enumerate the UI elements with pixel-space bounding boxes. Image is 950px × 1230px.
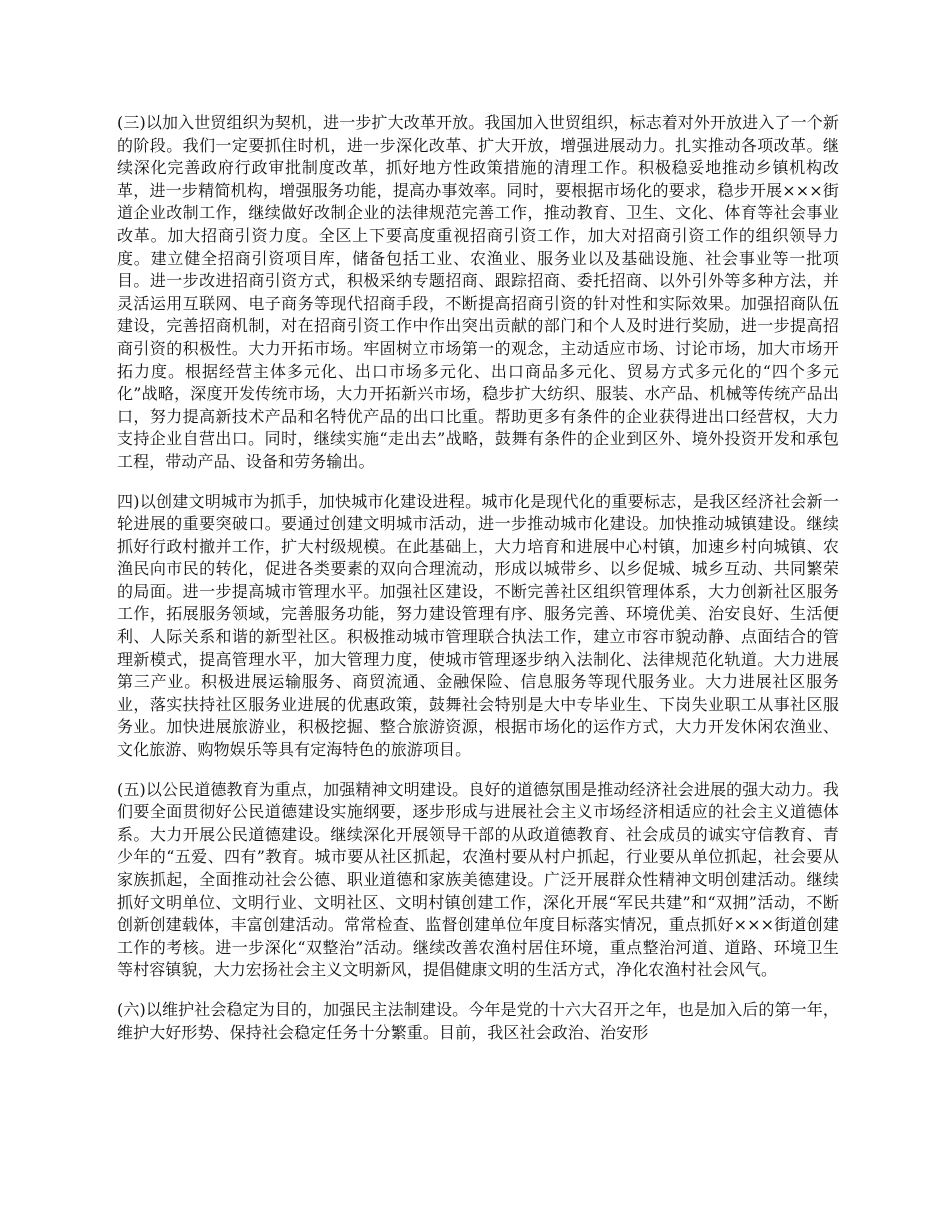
document-body [117,112,839,1061]
paragraph-section-4: 四)以创建文明城市为抓手，加快城市化建设进程。城市化是现代化的重要标志，是我区经济社会新一轮进展的重要突破口。要通过创建文明城市活动，进一步推动城市化建设。加快推动城镇建设。继续抓好行政村撤并工作，扩大村级规模。在此基础上，大力培育和进展中心村镇，加速乡村向城镇、农渔民向市民的转化，促进各类要素的双向合理流动，形成以城带乡、以乡促城、城乡互动、共同繁荣的局面。进一步提高城市管理水平。加强社区建设，不断完善社区组织管理体系，大力创新社区服务工作，拓展服务领域，完善服务功能，努力建设管理有序、服务完善、环境优美、治安良好、生活便利、人际关系和谐的新型社区。积极推动城市管理联合执法工作，建立市容市貌动静、点面结合的管理新模式，提高管理水平，加大管理力度，使城市管理逐步纳入法制化、法律规范化轨道。大力进展第三产业。积极进展运输服务、商贸流通、金融保险、信息服务等现代服务业。大力进展社区服务业，落实扶持社区服务业进展的优惠政策，鼓舞社会特别是大中专毕业生、下岗失业职工从事社区服务业。加快进展旅游业，积极挖掘、整合旅游资源，根据市场化的运作方式，大力开发休闲农渔业、文化旅游、购物娱乐等具有定海特色的旅游项目。 [117,491,839,760]
paragraph-section-3: (三)以加入世贸组织为契机，进一步扩大改革开放。我国加入世贸组织，标志着对外开放进入了一个新的阶段。我们一定要抓住时机，进一步深化改革、扩大开放，增强进展动力。扎实推动各项改革。继续深化完善政府行政审批制度改革，抓好地方性政策措施的清理工作。积极稳妥地推动乡镇机构改革，进一步精简机构，增强服务功能，提高办事效率。同时，要根据市场化的要求，稳步开展×××街道企业改制工作，继续做好改制企业的法律规范完善工作，推动教育、卫生、文化、体育等社会事业改革。加大招商引资力度。全区上下要高度重视招商引资工作，加大对招商引资工作的组织领导力度。建立健全招商引资项目库，储备包括工业、农渔业、服务业以及基础设施、社会事业等一批项目。进一步改进招商引资方式，积极采纳专题招商、跟踪招商、委托招商、以外引外等多种方法，并灵活运用互联网、电子商务等现代招商手段，不断提高招商引资的针对性和实际效果。加强招商队伍建设，完善招商机制，对在招商引资工作中作出突出贡献的部门和个人及时进行奖励，进一步提高招商引资的积极性。大力开拓市场。牢固树立市场第一的观念，主动适应市场、讨论市场，加大市场开拓力度。根据经营主体多元化、出口市场多元化、出口商品多元化、贸易方式多元化的“四个多元化”战略，深度开发传统市场，大力开拓新兴市场，稳步扩大纺织、服装、水产品、机械等传统产品出口，努力提高新技术产品和名特优产品的出口比重。帮助更多有条件的企业获得进出口经营权，大力支持企业自营出口。同时，继续实施“走出去”战略，鼓舞有条件的企业到区外、境外投资开发和承包工程，带动产品、设备和劳务输出。 [117,113,839,471]
paragraph-section-5: (五)以公民道德教育为重点，加强精神文明建设。良好的道德氛围是推动经济社会进展的强大动力。我们要全面贯彻好公民道德建设实施纲要，逐步形成与进展社会主义市场经济相适应的社会主义道德体系。大力开展公民道德建设。继续深化开展领导干部的从政道德教育、社会成员的诚实守信教育、青少年的“五爱、四有”教育。城市要从社区抓起，农渔村要从村户抓起，行业要从单位抓起，社会要从家族抓起，全面推动社会公德、职业道德和家族美德建设。广泛开展群众性精神文明创建活动。继续抓好文明单位、文明行业、文明社区、文明村镇创建工作，深化开展“军民共建”和“双拥”活动，不断创新创建载体，丰富创建活动。常常检查、监督创建单位年度目标落实情况，重点抓好×××街道创建工作的考核。进一步深化“双整治”活动。继续改善农渔村居住环境，重点整治河道、道路、环境卫生等村容镇貌，大力宏扬社会主义文明新风，提倡健康文明的生活方式，净化农渔村社会风气。 [117,779,839,980]
paragraph-section-6: (六)以维护社会稳定为目的，加强民主法制建设。今年是党的十六大召开之年，也是加入后的第一年，维护大好形势、保持社会稳定任务十分繁重。目前，我区社会政治、治安形 [117,999,839,1042]
